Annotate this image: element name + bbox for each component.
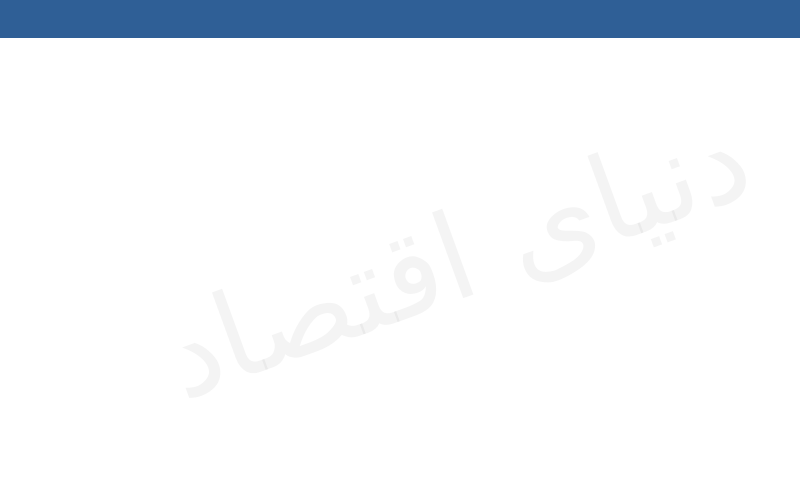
watermark-logo: دنیای اقتصاد xyxy=(144,87,768,428)
page-title xyxy=(0,0,800,38)
info-table xyxy=(0,38,800,484)
